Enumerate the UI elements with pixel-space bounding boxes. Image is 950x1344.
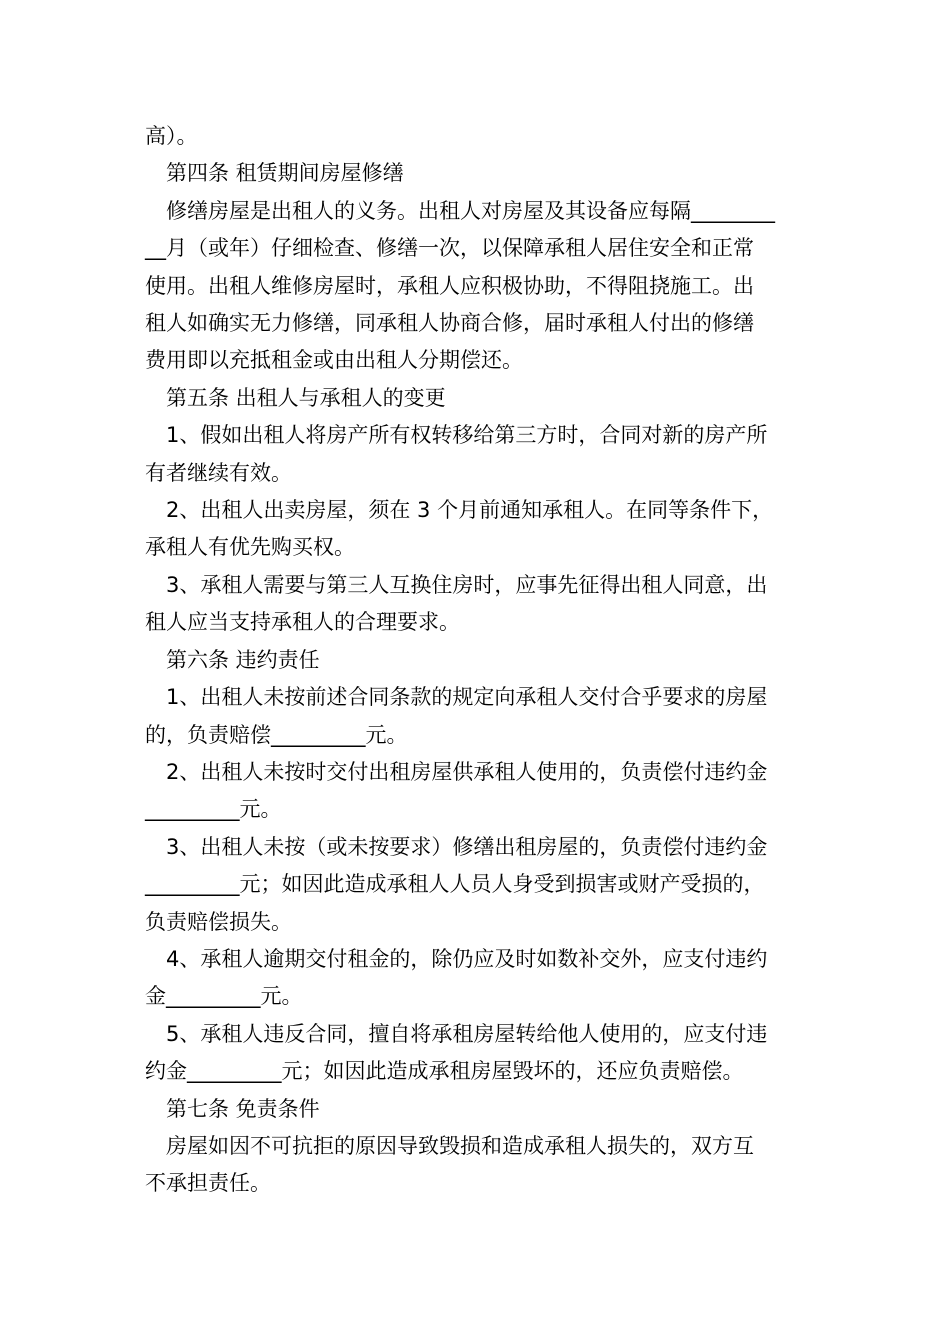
text-line: 租人如确实无力修缮，同承租人协商合修，届时承租人付出的修缮 <box>145 311 754 336</box>
text-line: 3、出租人未按（或未按要求）修缮出租房屋的，负责偿付违约金 <box>166 834 768 859</box>
paragraph <box>145 417 807 492</box>
text-line: 2、出租人出卖房屋，须在 3 个月前通知承租人。在同等条件下， <box>166 498 774 523</box>
text-line: 第六条 违约责任 <box>166 647 320 672</box>
paragraph <box>145 829 807 941</box>
paragraph <box>145 1128 807 1203</box>
text-line: 使用。出租人维修房屋时，承租人应积极协助，不得阻挠施工。出 <box>145 273 754 298</box>
paragraph <box>145 679 807 754</box>
paragraph <box>145 1016 807 1091</box>
text-line: 的，负责赔偿_________元。 <box>145 722 408 747</box>
text-line: 有者继续有效。 <box>145 460 292 485</box>
text-line: 不承担责任。 <box>145 1171 271 1196</box>
text-line: 房屋如因不可抗拒的原因导致毁损和造成承租人损失的，双方互 <box>166 1133 754 1158</box>
paragraph <box>145 118 807 155</box>
text-line: 约金_________元；如因此造成承租房屋毁坏的，还应负责赔偿。 <box>145 1059 744 1084</box>
paragraph <box>145 492 807 567</box>
text-line: 3、承租人需要与第三人互换住房时，应事先征得出租人同意，出 <box>166 572 768 597</box>
text-line: 负责赔偿损失。 <box>145 909 292 934</box>
text-line: 第七条 免责条件 <box>166 1096 320 1121</box>
text-line: _________元；如因此造成承租人人员人身受到损害或财产受损的， <box>145 872 765 897</box>
text-line: 1、假如出租人将房产所有权转移给第三方时，合同对新的房产所 <box>166 423 768 448</box>
paragraph <box>145 1091 807 1128</box>
paragraph <box>145 155 807 192</box>
text-line: 租人应当支持承租人的合理要求。 <box>145 610 460 635</box>
text-line: _________元。 <box>145 797 282 822</box>
text-line: 1、出租人未按前述合同条款的规定向承租人交付合乎要求的房屋 <box>166 685 768 710</box>
text-line: 第五条 出租人与承租人的变更 <box>166 385 446 410</box>
text-line: 修缮房屋是出租人的义务。出租人对房屋及其设备应每隔________ <box>166 198 775 223</box>
text-line: 2、出租人未按时交付出租房屋供承租人使用的，负责偿付违约金 <box>166 759 768 784</box>
document-page <box>145 118 807 1203</box>
text-line: 5、承租人违反合同，擅自将承租房屋转给他人使用的，应支付违 <box>166 1021 768 1046</box>
text-line: 费用即以充抵租金或由出租人分期偿还。 <box>145 348 523 373</box>
text-line: 第四条 租赁期间房屋修缮 <box>166 161 404 186</box>
paragraph <box>145 380 807 417</box>
text-line: 金_________元。 <box>145 984 303 1009</box>
paragraph <box>145 941 807 1016</box>
text-line: __月（或年）仔细检查、修缮一次，以保障承租人居住安全和正常 <box>145 236 754 261</box>
text-line: 4、承租人逾期交付租金的，除仍应及时如数补交外，应支付违约 <box>166 946 768 971</box>
text-line: 承租人有优先购买权。 <box>145 535 355 560</box>
paragraph <box>145 754 807 829</box>
text-line: 高）。 <box>145 124 198 148</box>
paragraph <box>145 193 807 380</box>
paragraph <box>145 567 807 642</box>
paragraph <box>145 642 807 679</box>
